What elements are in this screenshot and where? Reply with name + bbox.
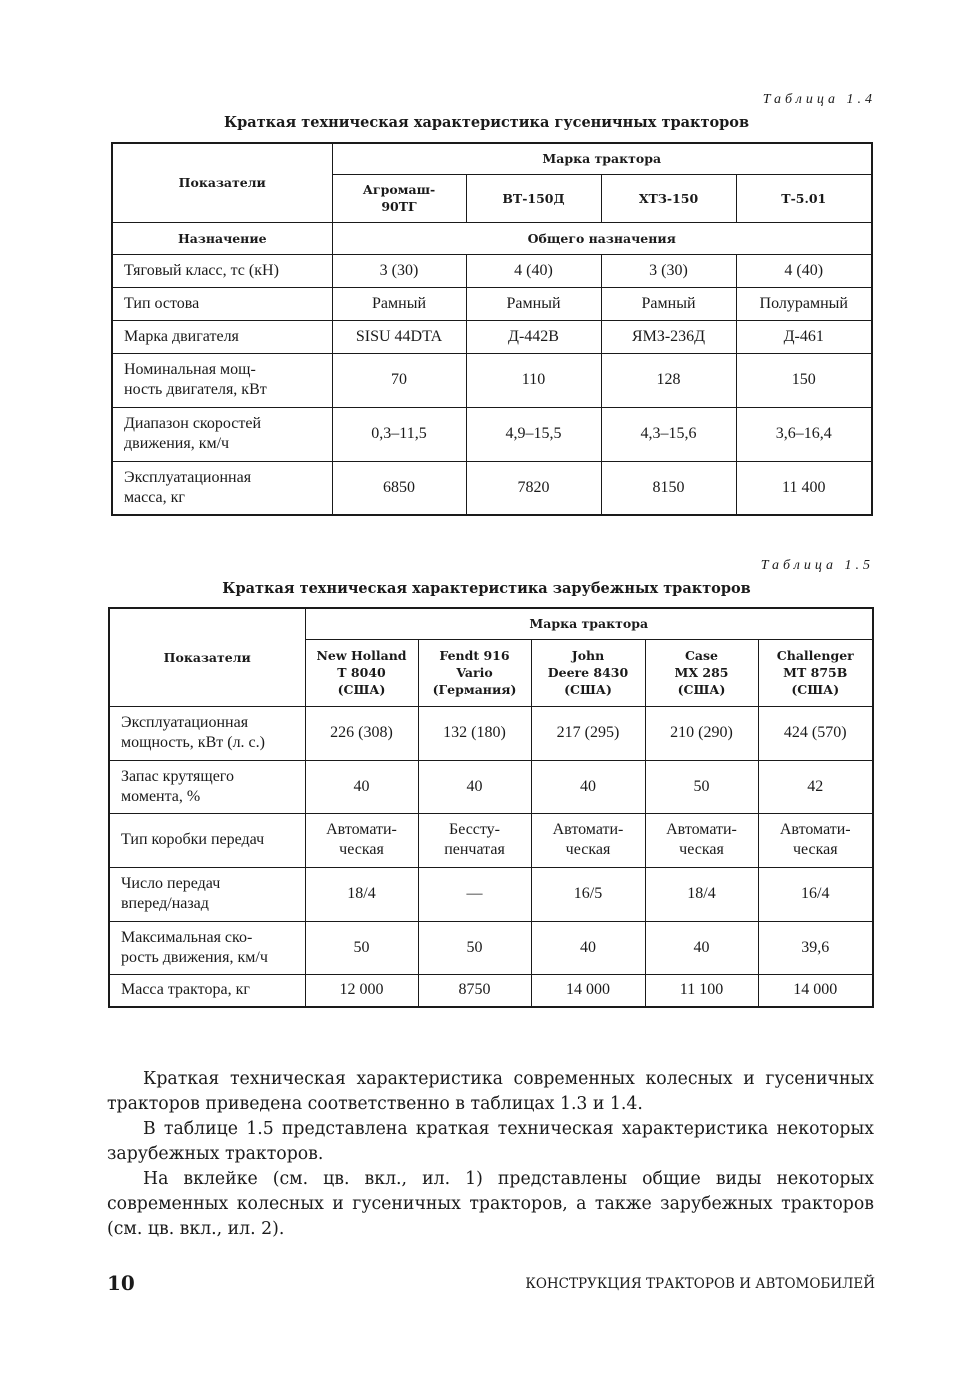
row-label: Диапазон скоростей движения, км/ч <box>112 407 332 461</box>
row-label: Марка двигателя <box>112 320 332 353</box>
cell-value: 40 <box>531 921 645 974</box>
cell-value: Автомати- ческая <box>305 813 418 867</box>
cell-value: 226 (308) <box>305 706 418 760</box>
cell-value: 7820 <box>466 461 601 515</box>
model-header <box>418 639 531 706</box>
cell-value: 18/4 <box>305 867 418 921</box>
cell-value: Д-442В <box>466 320 601 353</box>
cell-value: 210 (290) <box>645 706 758 760</box>
row-label: Эксплуатационная масса, кг <box>112 461 332 515</box>
cell-value: 132 (180) <box>418 706 531 760</box>
model-header <box>601 174 736 222</box>
paragraph-text: На вклейке (см. цв. вкл., ил. 1) представлены общие виды некоторых современных колесных и гусеничных тракторов, а также зарубежных тракторов (см. цв. вкл., ил. 2). <box>107 1169 874 1239</box>
page-number: 10 <box>107 1271 135 1295</box>
cell-value: 4,9–15,5 <box>466 407 601 461</box>
cell-value: 70 <box>332 353 466 407</box>
table-1-4 <box>111 142 873 516</box>
model-header <box>332 174 466 222</box>
cell-value: 3,6–16,4 <box>736 407 872 461</box>
cell-value: 42 <box>758 760 873 813</box>
model-name: Case MX 285 (США) <box>674 648 729 697</box>
table-1-5-label: Таблица 1.5 <box>760 558 874 573</box>
row-label: Тип остова <box>112 287 332 320</box>
cell-value: 50 <box>305 921 418 974</box>
paragraph-text: Краткая техническая характеристика современных колесных и гусеничных тракторов приведена соответственно в таблицах 1.3 и 1.4. <box>107 1069 874 1114</box>
model-header <box>531 639 645 706</box>
cell-value: Рамный <box>332 287 466 320</box>
model-header <box>645 639 758 706</box>
cell-value: 14 000 <box>531 974 645 1007</box>
paragraph-text: В таблице 1.5 представлена краткая техническая характеристика некоторых зарубежных тракторов. <box>107 1119 874 1164</box>
header-indicators: Показатели <box>112 143 332 222</box>
cell-value: 11 100 <box>645 974 758 1007</box>
table-row <box>109 813 873 867</box>
row-label: Тяговый класс, тс (кН) <box>112 254 332 287</box>
model-name: Агромаш- 90ТГ <box>362 182 436 214</box>
cell-value: 40 <box>305 760 418 813</box>
table-1-5-title: Краткая техническая характеристика зарубежных тракторов <box>222 580 751 597</box>
table-1-4-label: Таблица 1.4 <box>762 92 876 107</box>
header-brand: Марка трактора <box>332 143 872 174</box>
table-row <box>112 254 872 287</box>
cell-value: Автомати- ческая <box>758 813 873 867</box>
row-label: Запас крутящего момента, % <box>109 760 305 813</box>
cell-value: 39,6 <box>758 921 873 974</box>
cell-value: 150 <box>736 353 872 407</box>
cell-value: 11 400 <box>736 461 872 515</box>
purpose-value: Общего назначения <box>332 222 872 254</box>
cell-value: — <box>418 867 531 921</box>
cell-value: Полурамный <box>736 287 872 320</box>
model-name: Fendt 916 Vario (Германия) <box>432 648 517 697</box>
table-row <box>109 760 873 813</box>
cell-value: 50 <box>418 921 531 974</box>
cell-value: 128 <box>601 353 736 407</box>
cell-value: 6850 <box>332 461 466 515</box>
paragraph <box>107 1117 874 1167</box>
model-name: Challenger MT 875B (США) <box>776 648 854 697</box>
table-1-5 <box>108 607 874 1008</box>
cell-value: 4 (40) <box>736 254 872 287</box>
row-label: Число передач вперед/назад <box>109 867 305 921</box>
cell-value: 14 000 <box>758 974 873 1007</box>
cell-value: 8750 <box>418 974 531 1007</box>
header-indicators: Показатели <box>109 608 305 706</box>
table-row <box>112 353 872 407</box>
cell-value: 110 <box>466 353 601 407</box>
cell-value: Автомати- ческая <box>531 813 645 867</box>
table-row <box>109 921 873 974</box>
header-brand: Марка трактора <box>305 608 873 639</box>
model-header <box>758 639 873 706</box>
cell-value: 217 (295) <box>531 706 645 760</box>
cell-value: 424 (570) <box>758 706 873 760</box>
paragraph <box>107 1167 874 1242</box>
row-label: Эксплуатационная мощность, кВт (л. с.) <box>109 706 305 760</box>
row-label: Тип коробки передач <box>109 813 305 867</box>
cell-value: 40 <box>418 760 531 813</box>
model-header <box>305 639 418 706</box>
row-label: Номинальная мощ- ность двигателя, кВт <box>112 353 332 407</box>
model-name: John Deere 8430 (США) <box>547 648 629 697</box>
cell-value: 16/5 <box>531 867 645 921</box>
cell-value: 4 (40) <box>466 254 601 287</box>
model-name: ВТ-150Д <box>502 190 565 206</box>
running-head: КОНСТРУКЦИЯ ТРАКТОРОВ И АВТОМОБИЛЕЙ <box>525 1276 875 1292</box>
cell-value: Рамный <box>466 287 601 320</box>
table-row <box>112 407 872 461</box>
cell-value: 3 (30) <box>601 254 736 287</box>
model-header <box>736 174 872 222</box>
cell-value: 50 <box>645 760 758 813</box>
cell-value: 40 <box>531 760 645 813</box>
table-row <box>109 706 873 760</box>
row-label: Максимальная ско- рость движения, км/ч <box>109 921 305 974</box>
cell-value: Бессту- пенчатая <box>418 813 531 867</box>
cell-value: 4,3–15,6 <box>601 407 736 461</box>
cell-value: Д-461 <box>736 320 872 353</box>
table-row <box>112 222 872 254</box>
cell-value: 8150 <box>601 461 736 515</box>
table-row <box>109 974 873 1007</box>
purpose-label: Назначение <box>112 222 332 254</box>
cell-value: Автомати- ческая <box>645 813 758 867</box>
cell-value: 0,3–11,5 <box>332 407 466 461</box>
cell-value: 18/4 <box>645 867 758 921</box>
cell-value: 12 000 <box>305 974 418 1007</box>
model-name: Т-5.01 <box>781 190 827 206</box>
table-row <box>109 867 873 921</box>
model-name: ХТЗ-150 <box>638 190 699 206</box>
table-1-4-title: Краткая техническая характеристика гусеничных тракторов <box>223 114 750 131</box>
table-row <box>112 287 872 320</box>
row-label: Масса трактора, кг <box>109 974 305 1007</box>
cell-value: Рамный <box>601 287 736 320</box>
table-row <box>112 461 872 515</box>
table-row <box>112 320 872 353</box>
cell-value: 40 <box>645 921 758 974</box>
cell-value: 3 (30) <box>332 254 466 287</box>
model-name: New Holland T 8040 (США) <box>316 648 407 697</box>
cell-value: SISU 44DTA <box>332 320 466 353</box>
cell-value: 16/4 <box>758 867 873 921</box>
model-header <box>466 174 601 222</box>
paragraph <box>107 1067 874 1117</box>
cell-value: ЯМЗ-236Д <box>601 320 736 353</box>
